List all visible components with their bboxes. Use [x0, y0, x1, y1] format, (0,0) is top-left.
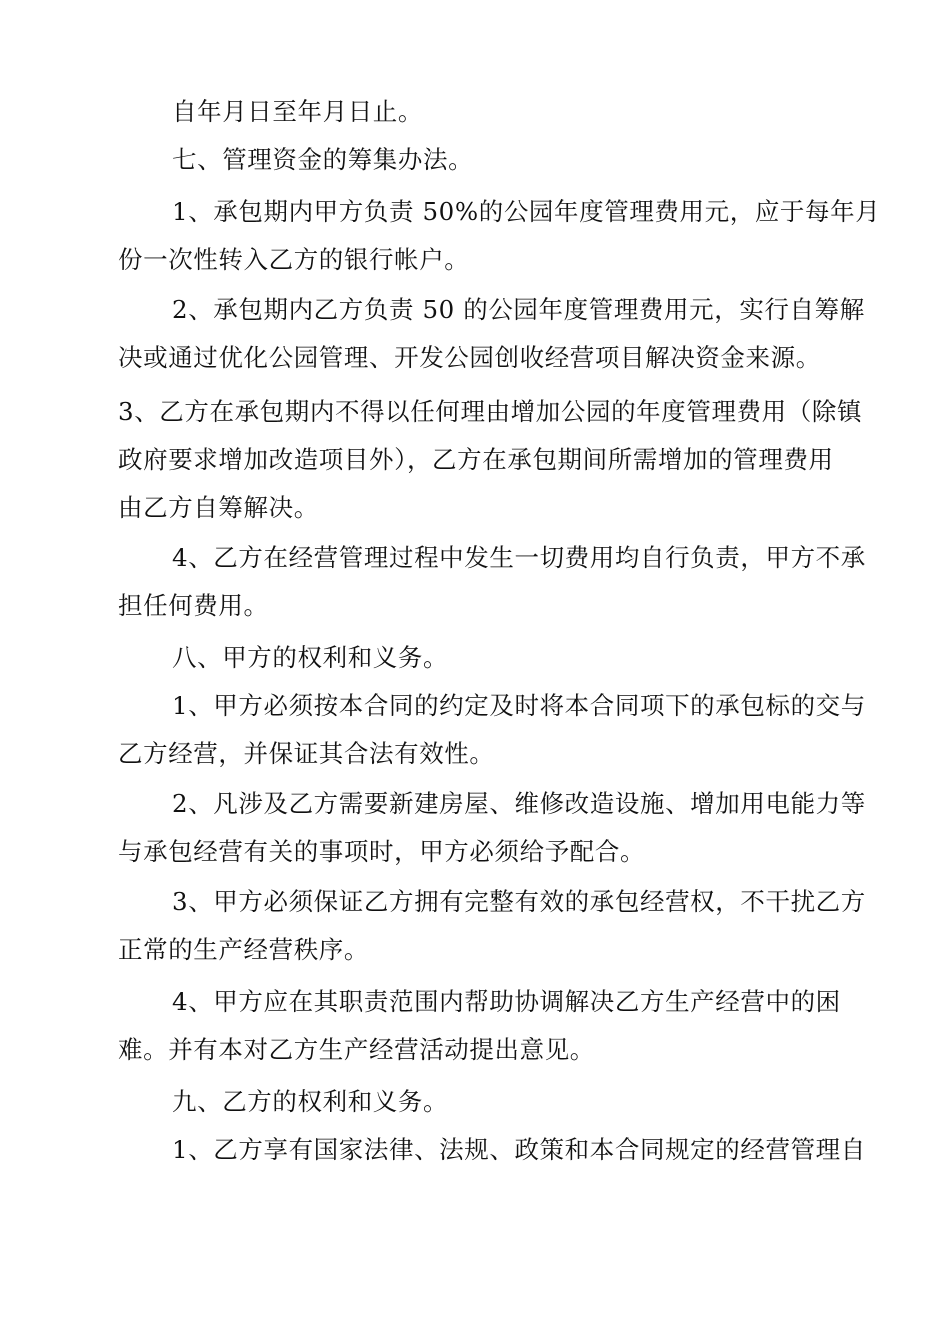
paragraph-line: 3、乙方在承包期内不得以任何理由增加公园的年度管理费用（除镇 [118, 397, 863, 426]
paragraph-line: 2、承包期内乙方负责 50 的公园年度管理费用元，实行自筹解 [172, 295, 865, 324]
paragraph-line: 政府要求增加改造项目外），乙方在承包期间所需增加的管理费用 [118, 445, 834, 474]
paragraph-line: 决或通过优化公园管理、开发公园创收经营项目解决资金来源。 [118, 343, 821, 372]
section-heading-9: 九、乙方的权利和义务。 [172, 1087, 449, 1116]
paragraph-line: 1、乙方享有国家法律、法规、政策和本合同规定的经营管理自 [172, 1135, 866, 1164]
paragraph-line: 4、乙方在经营管理过程中发生一切费用均自行负责，甲方不承 [172, 543, 866, 572]
section-heading-7: 七、管理资金的筹集办法。 [172, 145, 474, 174]
paragraph-line: 乙方经营，并保证其合法有效性。 [118, 739, 495, 768]
paragraph-line: 1、承包期内甲方负责 50%的公园年度管理费用元，应于每年月 [172, 197, 881, 226]
section-heading-8: 八、甲方的权利和义务。 [172, 643, 449, 672]
paragraph-line: 难。并有本对乙方生产经营活动提出意见。 [118, 1035, 595, 1064]
paragraph-line: 2、凡涉及乙方需要新建房屋、维修改造设施、增加用电能力等 [172, 789, 866, 818]
paragraph-line: 份一次性转入乙方的银行帐户。 [118, 245, 470, 274]
paragraph-line: 3、甲方必须保证乙方拥有完整有效的承包经营权，不干扰乙方 [172, 887, 866, 916]
paragraph-line: 与承包经营有关的事项时，甲方必须给予配合。 [118, 837, 646, 866]
paragraph-line: 1、甲方必须按本合同的约定及时将本合同项下的承包标的交与 [172, 691, 866, 720]
paragraph-line: 由乙方自筹解决。 [118, 493, 319, 522]
paragraph-line: 担任何费用。 [118, 591, 269, 620]
paragraph-line: 自年月日至年月日止。 [172, 97, 423, 126]
paragraph-line: 正常的生产经营秩序。 [118, 935, 369, 964]
paragraph-line: 4、甲方应在其职责范围内帮助协调解决乙方生产经营中的困 [172, 987, 841, 1016]
